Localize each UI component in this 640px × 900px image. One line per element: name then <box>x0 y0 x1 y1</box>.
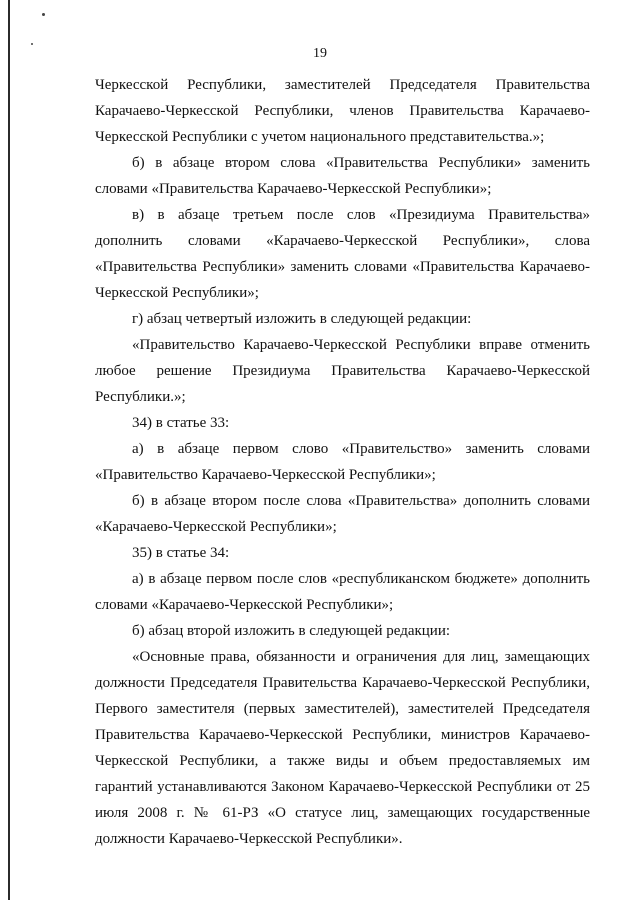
text-line: словами «Карачаево-Черкесской Республики», слова «Правительства <box>95 233 590 275</box>
text-line: «Правительства Карачаево-Черкесской Республики»; <box>151 181 492 197</box>
text-line: любое решение Президиума Правительства Карачаево-Черкесской <box>95 363 590 379</box>
text-line: словами «Карачаево-Черкесской Республики»; <box>95 597 394 613</box>
paragraph <box>95 540 590 566</box>
page-number: 19 <box>313 46 327 61</box>
paragraph <box>95 618 590 644</box>
paragraph <box>95 202 590 306</box>
text-line: б) в абзаце втором слова «Правительства Республики» заменить словами <box>95 155 590 197</box>
text-line: должности Председателя Правительства Карачаево-Черкесской Республики, <box>95 675 590 691</box>
text-line: г) абзац четвертый изложить в следующей редакции: <box>132 311 472 327</box>
text-line: а) в абзаце первом после слов «республиканском бюджете» дополнить <box>132 571 590 587</box>
paragraph <box>95 488 590 540</box>
scan-edge-line <box>8 0 10 900</box>
text-line: 2008 г. № 61-РЗ «О статусе лиц, замещающих государственные должности <box>95 805 591 847</box>
text-line: Республики»; <box>171 285 259 301</box>
paragraph <box>95 124 590 150</box>
text-line: «Правительство Карачаево-Черкесской Республики»; <box>95 467 436 483</box>
paragraph <box>95 306 590 332</box>
text-line: Карачаево-Черкесской Республики». <box>168 831 403 847</box>
paragraph <box>95 150 590 202</box>
text-line: «Основные права, обязанности и ограничения для лиц, замещающих <box>132 649 590 665</box>
scan-speck <box>31 43 33 45</box>
text-line: а) в абзаце первом слово «Правительство» заменить словами <box>132 441 590 457</box>
text-line: Республики» заменить словами «Правительства Карачаево-Черкесской <box>95 259 591 301</box>
text-line: б) абзац второй изложить в следующей редакции: <box>132 623 451 639</box>
text-line: устанавливаются Законом Карачаево-Черкесской Республики от 25 июля <box>95 779 590 821</box>
text-line: б) в абзаце втором после слова «Правительства» дополнить словами <box>132 493 590 509</box>
document-body <box>95 72 590 852</box>
paragraph <box>95 410 590 436</box>
text-line: Черкесской Республики, заместителей Председателя Правительства <box>95 77 590 93</box>
text-line: Правительства Карачаево-Черкесской Республики, министров Карачаево- <box>95 727 590 743</box>
text-line: в) в абзаце третьем после слов «Президиума Правительства» дополнить <box>95 207 590 249</box>
text-line: Первого заместителя (первых заместителей), заместителей Председателя <box>95 701 590 717</box>
text-line: Карачаево-Черкесской Республики, членов Правительства Карачаево- <box>95 103 590 119</box>
paragraph <box>95 436 590 488</box>
paragraph <box>95 566 590 618</box>
text-line: 35) в статье 34: <box>132 545 230 561</box>
text-line: «Правительство Карачаево-Черкесской Республики вправе отменить <box>132 337 590 353</box>
text-line: 34) в статье 33: <box>132 415 230 431</box>
text-line: Черкесской Республики с учетом национального представительства.»; <box>95 129 545 145</box>
text-line: Черкесской Республики, а также виды и объем предоставляемых им гарантий <box>95 753 590 795</box>
text-line: Республики.»; <box>95 389 186 405</box>
paragraph <box>95 332 590 410</box>
scan-speck <box>42 13 45 16</box>
paragraph <box>95 644 590 852</box>
text-line: «Карачаево-Черкесской Республики»; <box>95 519 337 535</box>
paragraph <box>95 72 590 124</box>
